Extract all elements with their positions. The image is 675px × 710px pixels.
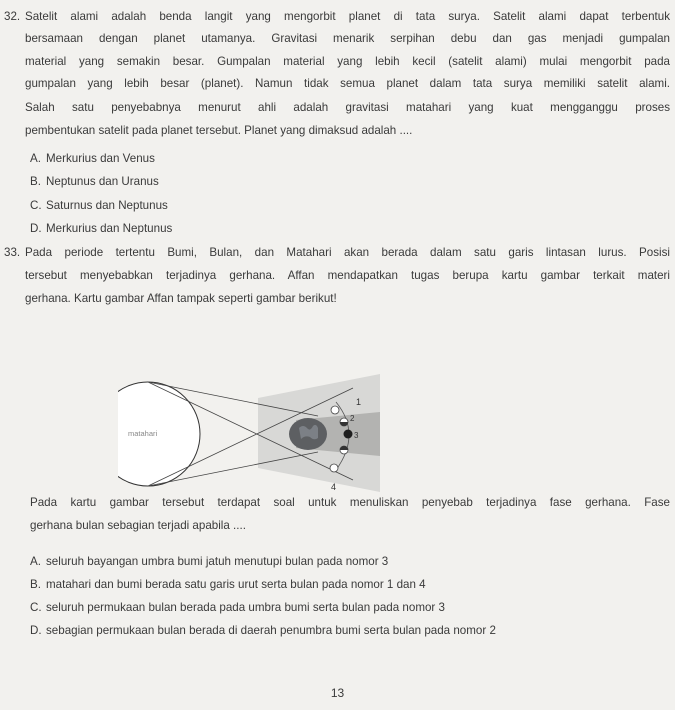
option-text: Saturnus dan Neptunus — [46, 199, 168, 212]
page-number: 13 — [330, 686, 345, 700]
option-letter: A. — [30, 152, 41, 165]
q32-line-5: Salah satu penyebabnya menurut ahli adalah gravitasi matahari yang kuat mengganggu proses — [25, 101, 670, 114]
option-text: matahari dan bumi berada satu garis urut serta bulan pada nomor 1 dan 4 — [46, 578, 426, 591]
q33-line-2: tersebut menyebabkan terjadinya gerhana. Affan mendapatkan tugas berupa kartu gambar terkait materi — [25, 269, 670, 282]
moon-label-1: 1 — [356, 397, 362, 407]
option-text: seluruh bayangan umbra bumi jatuh menutupi bulan pada nomor 3 — [46, 555, 389, 568]
option-letter: A. — [30, 555, 41, 568]
q32-line-3: material yang semakin besar. Gumpalan material yang lebih kecil (satelit alami) mulai mengorbit pada — [25, 55, 670, 68]
option-text: Merkurius dan Neptunus — [46, 222, 173, 235]
option-letter: D. — [30, 222, 42, 235]
q33-option-c[interactable] — [30, 601, 445, 615]
q32-line-1: Satelit alami adalah benda langit yang mengorbit planet di tata surya. Satelit alami dapat terbentuk — [25, 10, 670, 23]
q32-option-d[interactable] — [30, 222, 172, 236]
moon-1 — [331, 406, 339, 414]
moon-5 — [330, 464, 338, 472]
q33-line-3: gerhana. Kartu gambar Affan tampak seperti gambar berikut! — [25, 292, 337, 305]
q33-after-line-2: gerhana bulan sebagian terjadi apabila .... — [30, 519, 246, 532]
moon-label-3: 3 — [354, 431, 359, 440]
q33-option-b[interactable] — [30, 578, 426, 592]
option-text: Neptunus dan Uranus — [46, 175, 159, 188]
moon-label-2: 2 — [350, 414, 355, 423]
option-letter: D. — [30, 624, 42, 637]
option-letter: B. — [30, 175, 41, 188]
q33-option-a[interactable] — [30, 555, 388, 569]
option-text: Merkurius dan Venus — [46, 152, 155, 165]
q32-line-6: pembentukan satelit pada planet tersebut. Planet yang dimaksud adalah .... — [25, 124, 413, 137]
q32-option-b[interactable] — [30, 175, 159, 189]
q32-line-2: bersamaan dengan planet utamanya. Gravitasi menarik serpihan debu dan gas menjadi gumpalan — [25, 32, 670, 45]
option-letter: C. — [30, 199, 42, 212]
q32-line-4: gumpalan yang lebih besar (planet). Namun tidak semua planet dalam tata surya memiliki satelit alami. — [25, 77, 670, 90]
moon-3 — [344, 430, 353, 439]
q33-line-1: Pada periode tertentu Bumi, Bulan, dan Matahari akan berada dalam satu garis lintasan lurus. Posisi — [25, 246, 670, 259]
q33-after-line-1: Pada kartu gambar tersebut terdapat soal untuk menuliskan penyebab terjadinya fase gerhana. Fase — [30, 496, 670, 509]
q32-number: 32. — [4, 10, 21, 23]
option-text: sebagian permukaan bulan berada di daerah penumbra bumi serta bulan pada nomor 2 — [46, 624, 496, 637]
q33-number: 33. — [4, 246, 21, 259]
option-letter: C. — [30, 601, 42, 614]
q32-option-c[interactable] — [30, 199, 168, 213]
moon-label-4: 4 — [331, 482, 337, 492]
q32-option-a[interactable] — [30, 152, 155, 166]
q33-option-d[interactable] — [30, 624, 496, 638]
option-letter: B. — [30, 578, 41, 591]
sun-label: matahari — [128, 429, 158, 438]
option-text: seluruh permukaan bulan berada pada umbra bumi serta bulan pada nomor 3 — [46, 601, 445, 614]
eclipse-diagram — [118, 372, 380, 498]
